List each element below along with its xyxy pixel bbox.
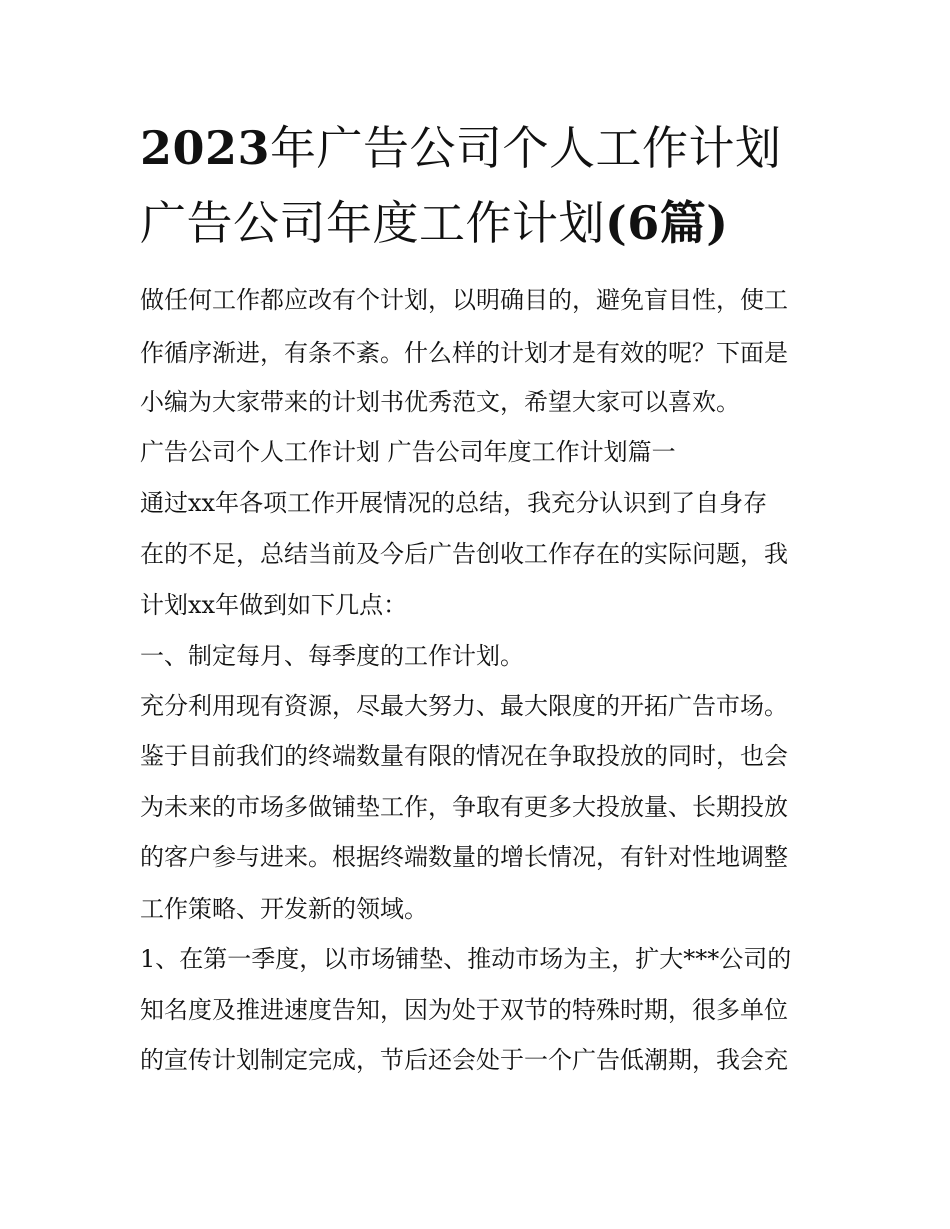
body-line: 知名度及推进速度告知，因为处于双节的特殊时期，很多单位 [140,996,788,1024]
title-year: 2023 [140,121,271,175]
document-title-line-1 [140,120,820,176]
body-line: 作循序渐进，有条不紊。什么样的计划才是有效的呢？下面是 [140,339,788,367]
body-line: 一、制定每月、每季度的工作计划。 [140,642,524,670]
body-line: 通过xx年各项工作开展情况的总结，我充分认识到了自身存 [140,489,768,517]
body-line: 在的不足，总结当前及今后广告创收工作存在的实际问题，我 [140,540,788,568]
title-line-1-text: 年广告公司个人工作计划 [270,121,782,175]
body-line: 小编为大家带来的计划书优秀范文，希望大家可以喜欢。 [140,388,740,416]
document-title-line-2 [140,195,820,251]
title-count: (6篇) [605,196,729,250]
body-line: 的客户参与进来。根据终端数量的增长情况，有针对性地调整 [140,843,788,871]
body-line: 1、在第一季度，以市场铺垫、推动市场为主，扩大***公司的 [140,945,792,973]
body-line: 鉴于目前我们的终端数量有限的情况在争取投放的同时，也会 [140,742,788,770]
body-line: 工作策略、开发新的领域。 [140,895,428,923]
body-line: 做任何工作都应改有个计划，以明确目的，避免盲目性，使工 [140,286,788,314]
body-line: 为未来的市场多做铺垫工作，争取有更多大投放量、长期投放 [140,793,788,821]
body-line: 的宣传计划制定完成，节后还会处于一个广告低潮期，我会充 [140,1046,788,1074]
body-line: 计划xx年做到如下几点： [140,591,408,619]
body-line: 充分利用现有资源，尽最大努力、最大限度的开拓广告市场。 [140,692,788,720]
section-heading: 广告公司个人工作计划 广告公司年度工作计划篇一 [140,438,676,466]
title-line-2-text: 广告公司年度工作计划 [140,196,605,250]
